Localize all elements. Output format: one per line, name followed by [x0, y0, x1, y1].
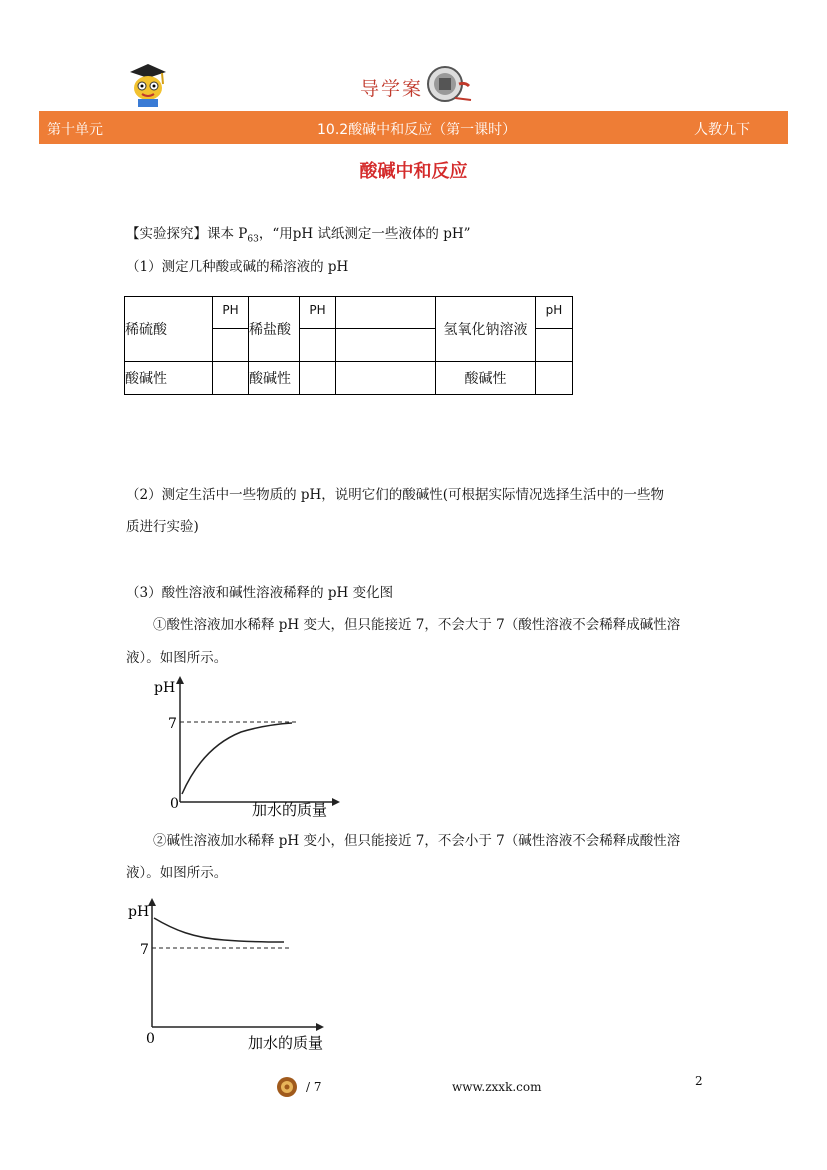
cell-acidity-3: 酸碱性: [436, 362, 536, 395]
graph1-ytick: 7: [168, 716, 177, 732]
footer-page-number: 2: [695, 1074, 703, 1088]
banner-unit: 第十单元: [47, 122, 103, 138]
cell-blank-3: [336, 362, 436, 395]
cell-acidity-1: 酸碱性: [125, 362, 213, 395]
graph1-ylabel: pH: [154, 680, 176, 696]
graph2-curve: [154, 918, 284, 942]
header-banner: [39, 111, 788, 144]
cell-ph-value-2: [300, 329, 336, 362]
cell-blank-1: [336, 297, 436, 329]
cell-hydrochloric: 稀盐酸: [249, 297, 300, 362]
ph-table: [124, 296, 573, 395]
logo-title: 导学案: [360, 78, 424, 100]
section-2-line-1: （2）测定生活中一些物质的 pH，说明它们的酸碱性(可根据实际情况选择生活中的一些物: [126, 487, 665, 503]
graph1-x-arrow: [332, 798, 340, 806]
graph2-xlabel: 加水的质量: [248, 1034, 324, 1052]
graph2-ytick: 7: [140, 942, 149, 958]
cell-ph-1: PH: [213, 297, 249, 329]
cell-ph-value-1: [213, 329, 249, 362]
banner-edition: 人教九下: [694, 122, 750, 138]
cell-blank-2: [336, 329, 436, 362]
cell-acidity-2: 酸碱性: [249, 362, 300, 395]
item-1-line-1: ①酸性溶液加水稀释 pH 变大，但只能接近 7，不会大于 7（酸性溶液不会稀释成碱性溶: [153, 617, 681, 633]
intro-text-a: 课本 P: [207, 226, 248, 242]
graph2-ylabel: pH: [128, 904, 150, 920]
item-2-line-2: 液）。如图所示。: [126, 865, 228, 881]
intro-line: [126, 224, 471, 250]
section-2-line-2: 质进行实验): [126, 519, 199, 535]
section-3-heading: （3）酸性溶液和碱性溶液稀释的 pH 变化图: [126, 585, 394, 601]
cell-acidity-value-1: [213, 362, 249, 395]
section-1-heading: （1）测定几种酸或碱的稀溶液的 pH: [126, 259, 349, 275]
cell-ph-3: pH: [536, 297, 573, 329]
footer-logo-icon: [276, 1076, 298, 1098]
mascot-logo: [126, 60, 170, 108]
footer-site: www.zxxk.com: [452, 1080, 542, 1094]
graph2-origin: 0: [146, 1031, 155, 1047]
page-title: 酸碱中和反应: [359, 161, 468, 182]
graph-base-dilution: [124, 896, 334, 1056]
cell-sulfuric: 稀硫酸: [125, 297, 213, 362]
graph1-origin: 0: [170, 796, 179, 812]
graph2-y-arrow: [148, 898, 156, 906]
cell-acidity-value-2: [300, 362, 336, 395]
cell-ph-value-3: [536, 329, 573, 362]
item-2-line-1: ②碱性溶液加水稀释 pH 变小，但只能接近 7，不会小于 7（碱性溶液不会稀释成酸性溶: [153, 833, 681, 849]
item-1-line-2: 液）。如图所示。: [126, 650, 228, 666]
banner-lesson: 10.2酸碱中和反应（第一课时）: [317, 122, 517, 138]
graph1-xlabel: 加水的质量: [252, 801, 328, 819]
intro-prefix: 【实验探究】: [126, 226, 207, 242]
graph2-x-arrow: [316, 1023, 324, 1031]
intro-sub: 63: [247, 234, 259, 245]
cell-acidity-value-3: [536, 362, 573, 395]
intro-text-b: ，“用pH 试纸测定一些液体的 pH”: [258, 226, 471, 242]
graph1-curve: [182, 723, 292, 794]
cell-ph-2: PH: [300, 297, 336, 329]
graph-acid-dilution: [146, 674, 346, 822]
footer-page-total: / 7: [306, 1080, 322, 1094]
cell-sodium-hydroxide: 氢氧化钠溶液: [436, 297, 536, 362]
graph1-y-arrow: [176, 676, 184, 684]
seal-emblem: [425, 64, 473, 106]
